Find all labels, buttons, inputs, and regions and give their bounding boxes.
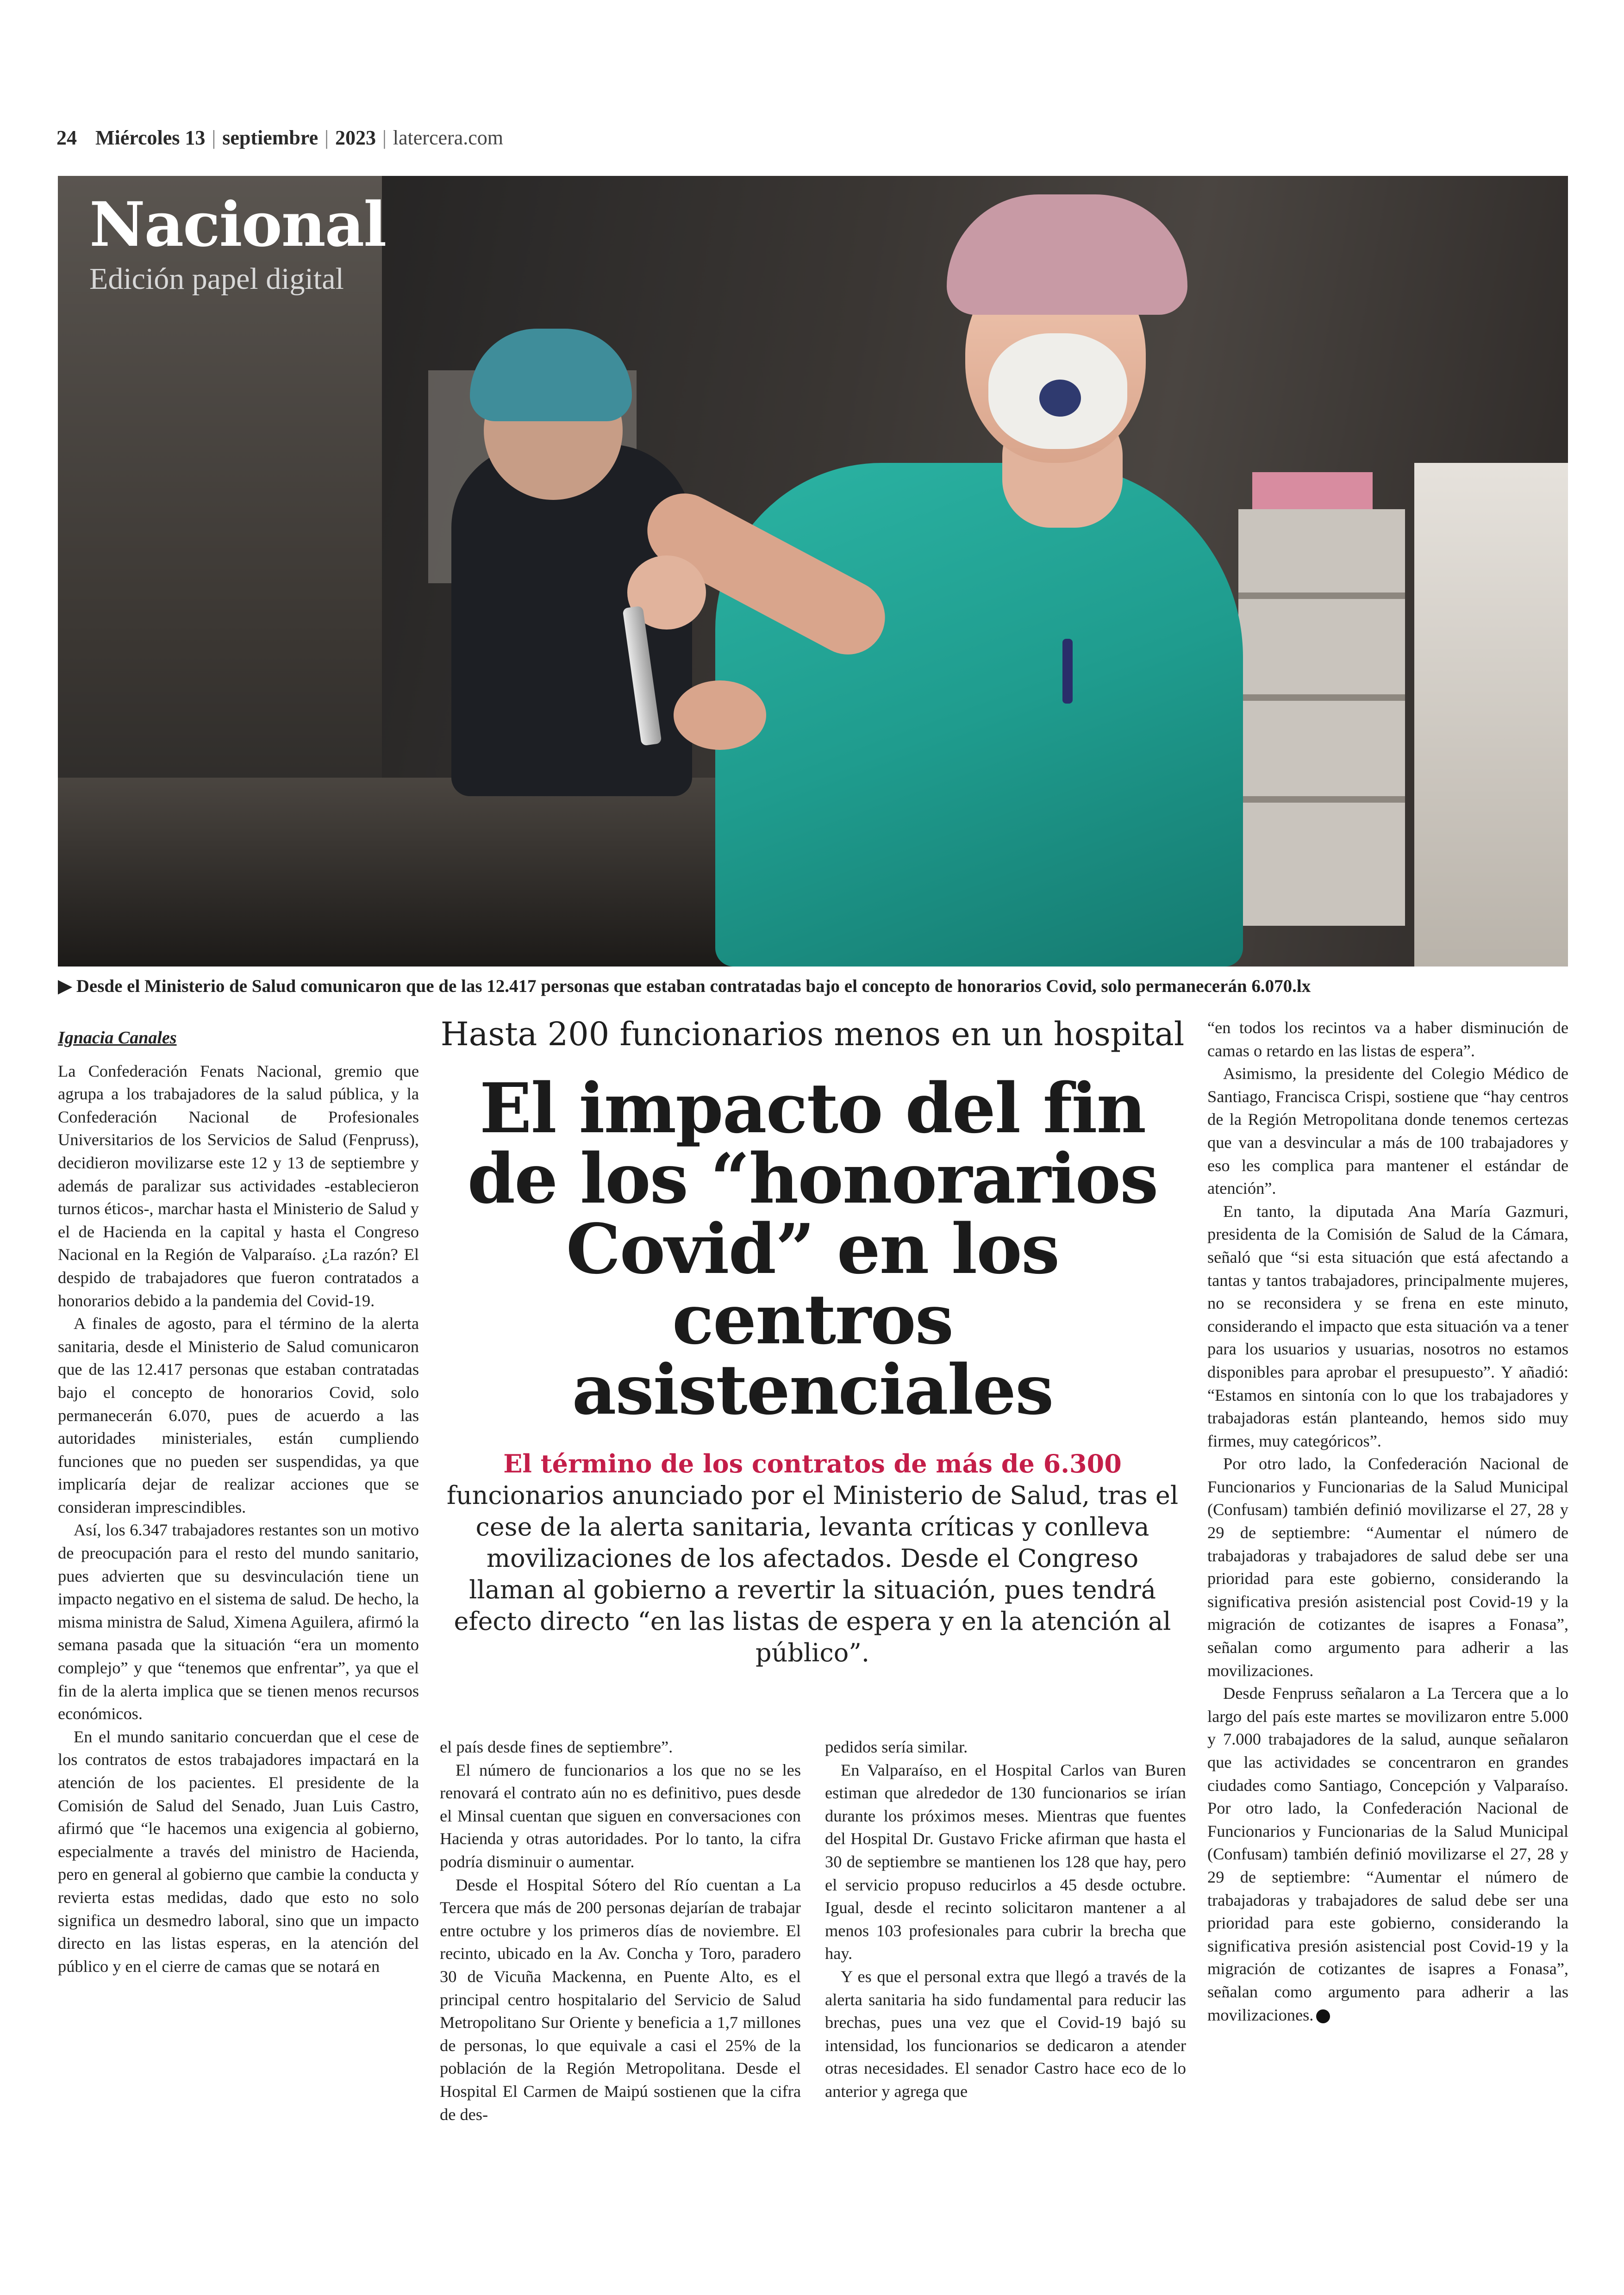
body-paragraph: En tanto, la diputada Ana María Gazmuri, presidenta de la Comisión de Salud de la Cámara, señaló que “si esta situación que está afectando a tantas y tantos trabajadores, principalmente mujeres, no se reconsidera y se frena en este minuto, considerando el impacto que esta situación va a tener para los usuarios y usuarias, nosotros no estamos disponibles para aprobar el presupuesto”. Y añadió: “Estamos en sintonía con lo que los trabajadores y trabajadoras están planteando, hemos sido muy firmes, muy categóricos”. [1207,1202,1568,1450]
section-title: Nacional [89,189,386,261]
nurse-scrubs [715,463,1243,967]
cabinet-shelf [1238,592,1405,599]
nurse-lower-hand [674,680,766,750]
article-column-2 [440,1736,801,2126]
body-paragraph: En Valparaíso, en el Hospital Carlos van Buren estiman que alrededor de 130 funcionarios se irían durante los próximos meses. Mientras que fuentes del Hospital Dr. Gustavo Fricke afirman que hasta el 30 de septiembre se mantienen los 128 que hay, pero el servicio propuso reducirlos a 45 desde octubre. Igual, desde el recinto solicitaron mantener a al menos 103 profesionales para cubrir la brecha que hay. [825,1760,1186,1963]
header-year: 2023 [335,126,376,149]
article-deck [444,1448,1181,1669]
article-headline: El impacto del fin de los “honorarios Covid” en los centros asistenciales [467,1068,1158,1430]
body-paragraph: El número de funcionarios a los que no se les renovará el contrato aún no es definitivo, pues desde el Minsal cuentan que siguen en conversaciones con Hacienda y otras autoridades. Por lo tanto, la cifra podría disminuir o aumentar. [440,1760,801,1871]
cabinet [1238,509,1405,926]
article-column-4 [1207,1017,1568,2027]
mask-valve [1039,380,1081,417]
body-paragraph: pedidos sería similar. [825,1738,968,1756]
body-paragraph: el país desde fines de septiembre”. [440,1738,673,1756]
cabinet-shelf [1238,694,1405,701]
body-paragraph: Por otro lado, la Confederación Nacional de Funcionarios y Funcionarias de la Salud Municipal (Confusam) también definió movilizarse el 27, 28 y 29 de septiembre: “Aumentar el número de trabajadoras y trabajadores de salud debe ser una prioridad para este gobierno, considerando la significativa presión asistencial post Covid-19 y la migración de cotizantes de isapres a Fonasa”, señalan como argumento para adherir a las movilizaciones. [1207,1454,1568,1680]
header-month: septiembre [222,126,319,149]
body-text: Desde Fenpruss señalaron a La Tercera que a lo largo del país este martes se movilizaron entre 5.000 y 7.000 trabajadores de la salud, aunque señalaron que las actividades se concentraron en grandes ciudades como Santiago, Concepción y Valparaíso. Por otro lado, la Confederación Nacional de Funcionarios y Funcionarias de la Salud Municipal (Confusam) también definió movilizarse el 27, 28 y 29 de septiembre: “Aumentar el número de trabajadoras y trabajadores de salud debe ser una prioridad para este gobierno, considerando la significativa presión asistencial post Covid-19 y la migración de cotizantes de isapres a Fonasa”, señalan como argumento para adherir a las movilizaciones. [1207,1684,1568,2024]
header-separator: | [382,126,387,149]
section-subtitle: Edición papel digital [89,262,344,296]
page-header [56,121,503,154]
body-paragraph: Así, los 6.347 trabajadores restantes son un motivo de preocupación para el resto del mundo sanitario, pues advierten que su desvinculación tiene un impacto negativo en el sistema de salud. De hecho, la misma ministra de Salud, Ximena Aguilera, afirmó la semana pasada que la situación “era un momento complejo” y que “tenemos que enfrentar”, ya que el fin de la alerta implica que se tienen menos recursos económicos. [58,1521,419,1723]
surgical-cap [947,194,1187,315]
body-paragraph-last [1207,1682,1568,2027]
body-paragraph: En el mundo sanitario concuerdan que el cese de los contratos de estos trabajadores impactará en la atención de los pacientes. El presidente de la Comisión de Salud del Senado, Juan Luis Castro, afirmó que “le hacemos una exigencia al gobierno, especialmente a través del ministro de Hacienda, pero en general al gobierno que cambie la conducta y revierta estas medidas, dado que esto no solo significa un desmedro laboral, sino que un impacto directo en las listas esperas, en la atención del público y en el cierre de camas que se notará en [58,1727,419,1976]
pink-boxes [1252,472,1373,509]
body-paragraph: Desde el Hospital Sótero del Río cuentan a La Tercera que más de 200 personas dejarían de trabajar entre octubre y los primeros días de noviembre. El recinto, ubicado en la Av. Concha y Toro, paradero 30 de Vicuña Mackenna, en Puente Alto, es el principal centro hospitalario del Servicio de Salud Metropolitano Sur Oriente y beneficia a 1,7 millones de personas, lo que equivale a casi el 25% de la población de la Región Metropolitana. Desde el Hospital El Carmen de Maipú sostienen que la cifra de des- [440,1875,801,2124]
deck-text: funcionarios anunciado por el Ministerio de Salud, tras el cese de la alerta sanitaria, levanta críticas y conlleva movilizaciones de los afectados. Desde el Congreso llaman al gobierno a revertir la situación, pues tendrá efecto directo “en las listas de espera y en la atención al público”. [446,1481,1179,1667]
body-paragraph: Y es que el personal extra que llegó a través de la alerta sanitaria ha sido fundamental para reducir las brechas, pues una vez que el Covid-19 bajó su intensidad, los funcionarios se dedicaron a atender otras necesidades. El senador Castro hace eco de lo anterior y agrega que [825,1967,1186,2101]
article-kicker: Hasta 200 funcionarios menos en un hospital [440,1015,1185,1053]
header-site[interactable]: latercera.com [393,126,503,149]
body-paragraph: Asimismo, la presidente del Colegio Médico de Santiago, Francisca Crispi, sostiene que “hay centros de la Región Metropolitana donde tenemos certezas que van a desvincular a más de 100 trabajadores y eso les complica para mantener el estándar de atención”. [1207,1064,1568,1198]
pocket-pen [1062,639,1073,704]
deck-lead: El término de los contratos de más de 6.300 [503,1449,1122,1478]
header-separator: | [325,126,329,149]
cabinet-shelf [1238,796,1405,803]
refrigerator [1414,463,1568,967]
author-byline[interactable]: Ignacia Canales [58,1028,177,1048]
header-separator: | [212,126,216,149]
background-nurse-cap [470,329,632,421]
body-paragraph: La Confederación Fenats Nacional, gremio que agrupa a los trabajadores de la salud pública, y la Confederación Nacional de Profesionales Universitarios de los Servicios de Salud (Fenpruss), decidieron movilizarse este 12 y 13 de septiembre y además de paralizar sus actividades -establecieron turnos éticos-, marchar hasta el Ministerio de Salud y el de Hacienda en la capital y hasta el Congreso Nacional en la Región de Valparaíso. ¿La razón? El despido de trabajadores que fueron contratados a honorarios debido a la pandemia del Covid-19. [58,1061,419,1310]
photo-caption: ▶ Desde el Ministerio de Salud comunicaron que de las 12.417 personas que estaban contratadas bajo el concepto de honorarios Covid, solo permanecerán 6.070.lx [58,976,1311,996]
body-paragraph: A finales de agosto, para el término de la alerta sanitaria, desde el Ministerio de Salud comunicaron que de las 12.417 personas que estaban contratadas bajo el concepto de honorarios Covid, solo permanecerán 6.070, pues de acuerdo a las autoridades ministeriales, están cumpliendo funciones que no pueden ser suspendidas, ya que implicaría dejar de realizar acciones que se consideran imprescindibles. [58,1314,419,1516]
page-number: 24 [56,126,77,149]
article-column-3 [825,1736,1186,2103]
header-day: Miércoles 13 [95,126,206,149]
article-column-1 [58,1027,419,1978]
article-photo [58,176,1568,967]
end-mark-icon [1316,2009,1330,2023]
body-paragraph: “en todos los recintos va a haber disminución de camas o retardo en las listas de espera”. [1207,1018,1568,1060]
